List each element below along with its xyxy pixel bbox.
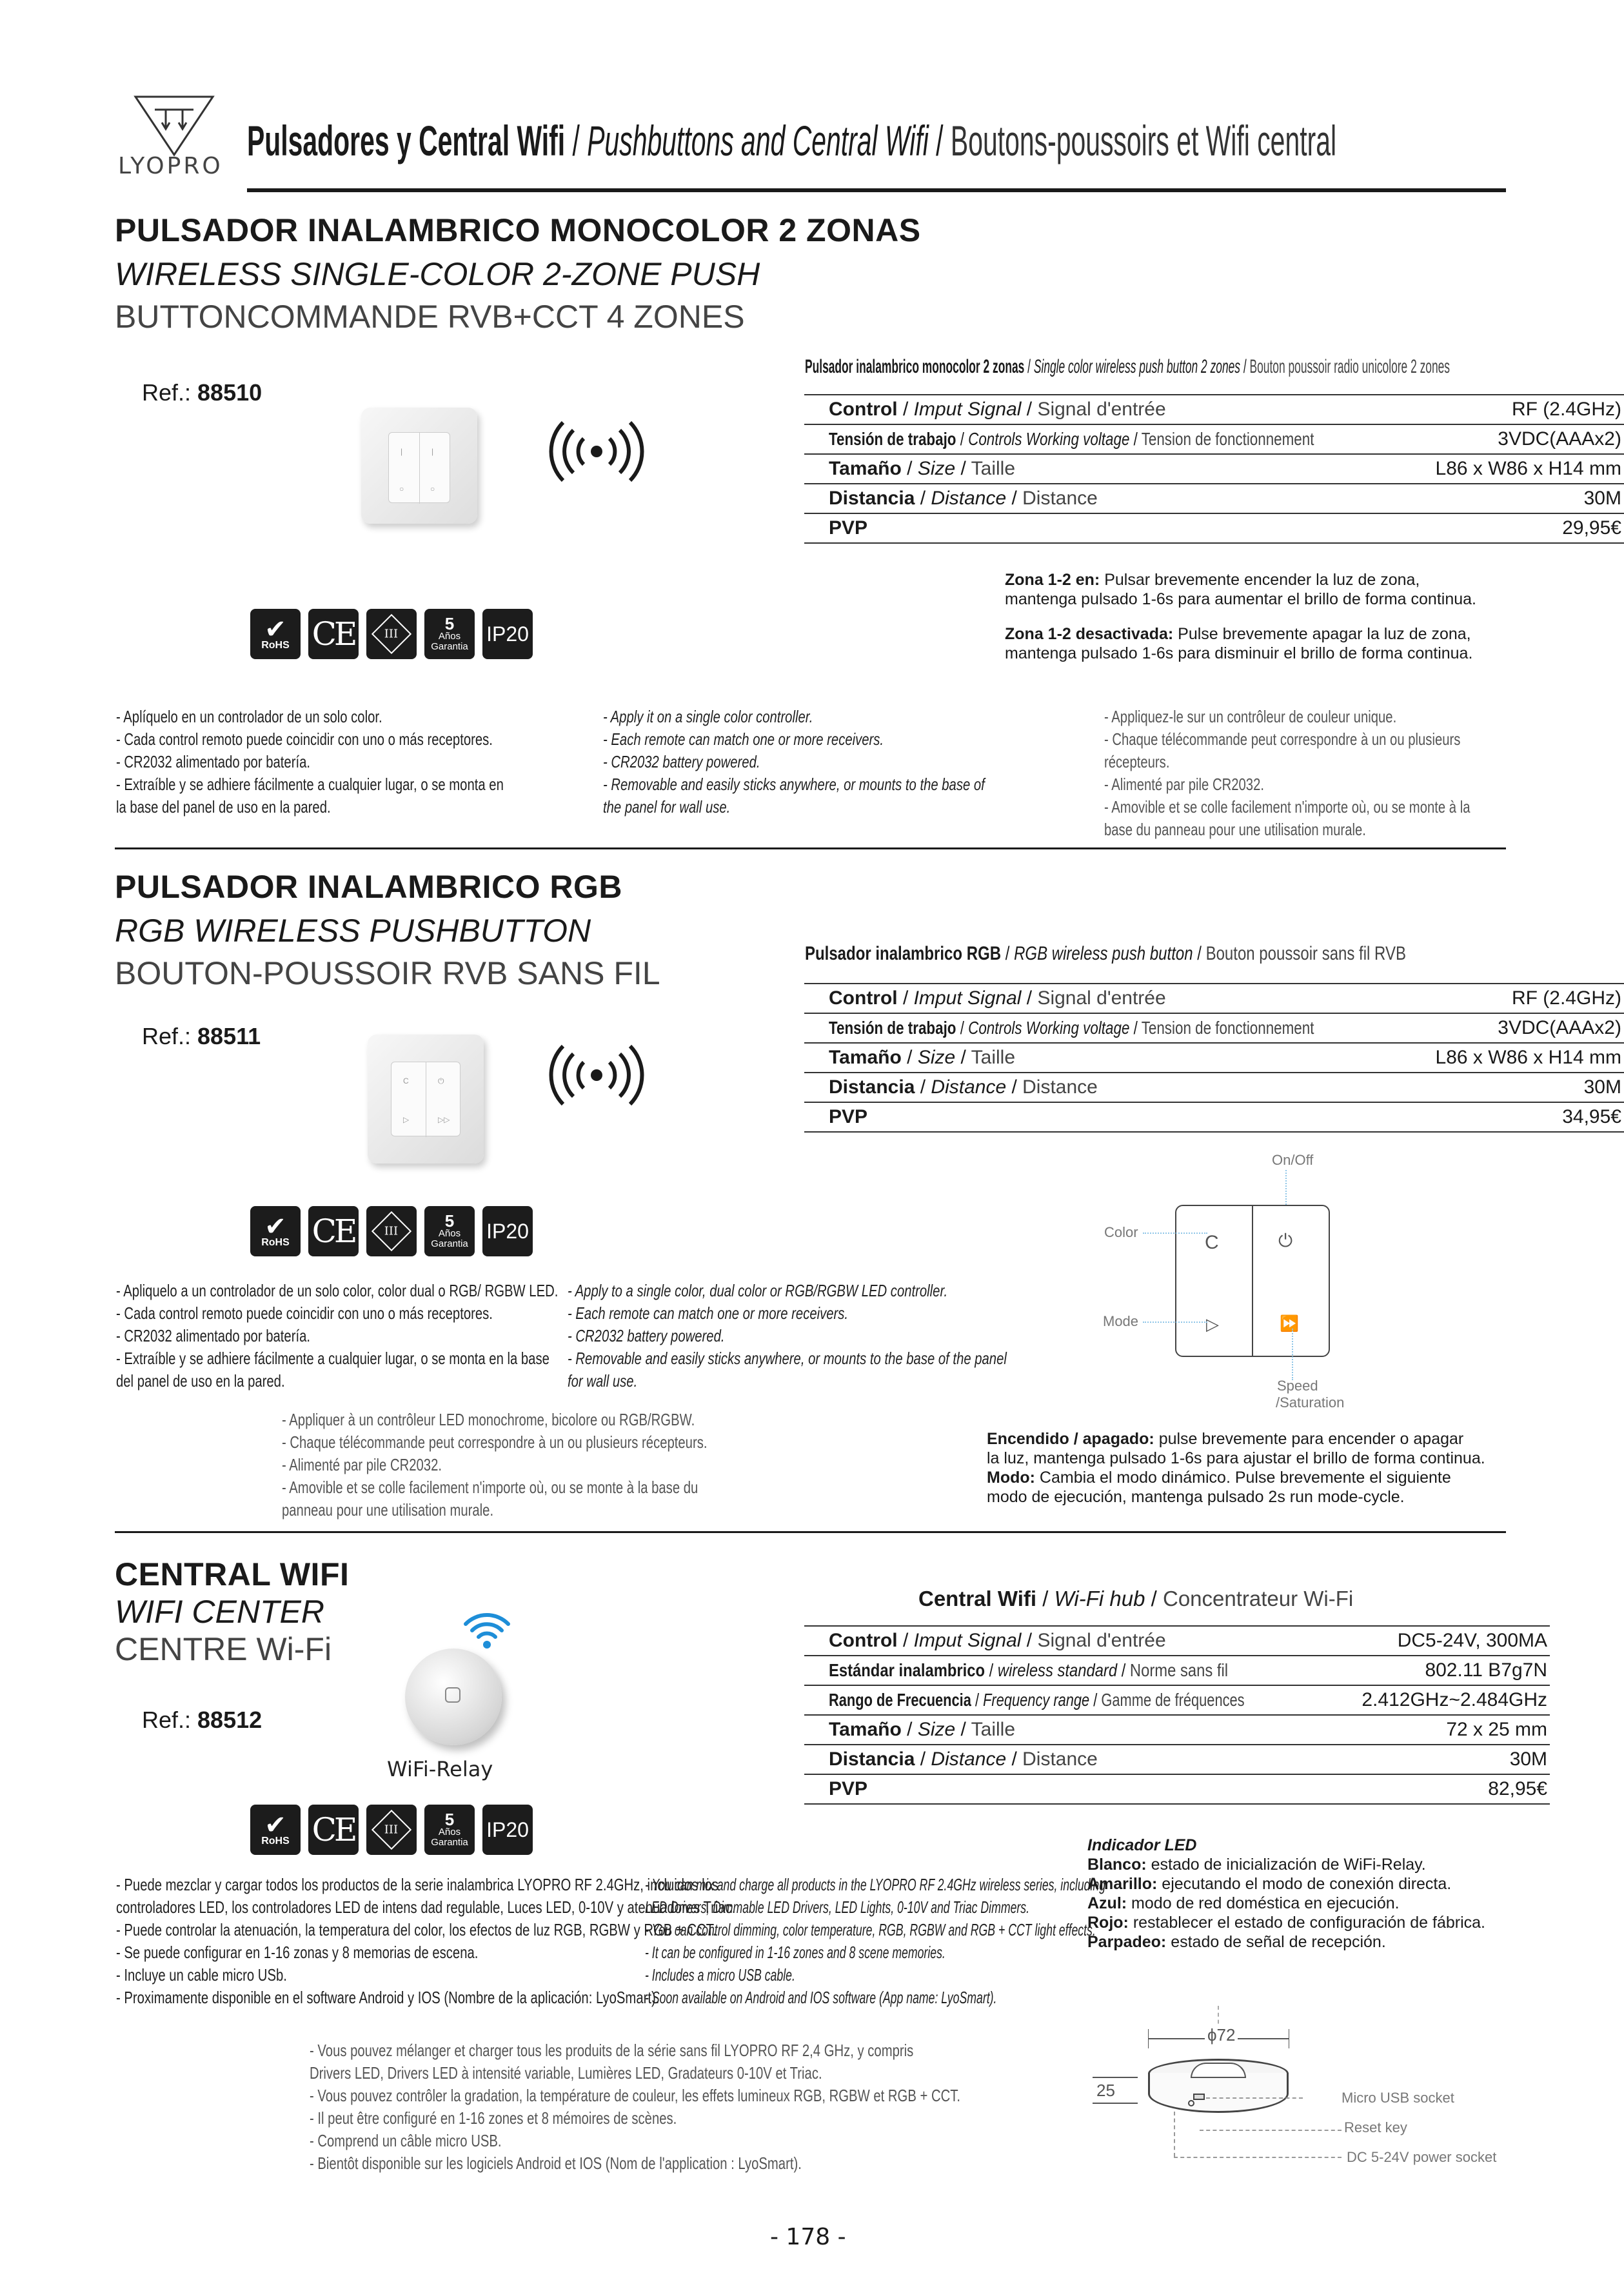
product2-certifications	[250, 1206, 533, 1256]
diagram-label-speed: Speed	[1277, 1378, 1318, 1394]
spec-label: Tamaño / Size / Taille	[829, 1047, 1016, 1068]
spec-row	[804, 984, 1624, 1013]
ip20-badge: IP20	[482, 1805, 533, 1855]
spec-row	[804, 1073, 1624, 1102]
spec-value: 30M	[1583, 1076, 1621, 1098]
product1-image: | | ○ ○	[361, 408, 477, 524]
product2-notes: Encendido / apagado: pulse brevemente para encender o apagar la luz, mantenga pulsado 1-6s para ajustar el brillo de forma continua. Modo: Cambia el modo dinámico. Pulse brevemente el siguiente modo de ejecución, mantenga pulsado 2s run mode-cycle.	[987, 1430, 1485, 1506]
ce-badge: CE	[308, 609, 359, 659]
ip20-badge: IP20	[482, 609, 533, 659]
spec-label: Control / Imput Signal / Signal d'entrée	[829, 987, 1166, 1009]
product3-title-fr: CENTRE Wi-Fi	[115, 1631, 332, 1667]
spec-label: Control / Imput Signal / Signal d'entrée	[829, 399, 1166, 420]
spec-row	[804, 395, 1624, 424]
warranty-badge: 5 Años Garantia	[424, 609, 475, 659]
product3-title-es: CENTRAL WIFI	[115, 1556, 350, 1592]
brand-logo	[113, 94, 235, 184]
ip20-badge: IP20	[482, 1206, 533, 1256]
spec-value: 30M	[1583, 488, 1621, 509]
product2-title-es: PULSADOR INALAMBRICO RGB	[115, 869, 622, 905]
diagram-label-mode: Mode	[1103, 1313, 1139, 1329]
spec-label: PVP	[804, 513, 1436, 543]
led-item: Parpadeo: estado de señal de recepción.	[1087, 1933, 1386, 1951]
product1-bullets-fr: - Appliquez-le sur un contrôleur de couleur unique. - Chaque télécommande peut correspondre à un ou plusieurs récepteurs. - Alimenté par pile CR2032. - Amovible et se colle facilement n'importe où, ou se monte à la base du panneau pour une utilisation murale.	[1104, 707, 1471, 839]
class-iii-badge: III	[366, 1805, 417, 1855]
spec-row	[804, 1715, 1550, 1745]
product1-bullets-en: - Apply it on a single color controller. - Each remote can match one or more receivers. - CR2032 battery powered. - Removable and easily sticks anywhere, or mounts to the base of the panel for wall use.	[603, 707, 985, 817]
slash: /	[1024, 356, 1034, 377]
diagram-label-color: Color	[1104, 1224, 1138, 1240]
logo-mark-icon	[113, 94, 235, 161]
warranty-badge: 5 Años Garantia	[424, 1206, 475, 1256]
spec-label: Distancia / Distance / Distance	[829, 1748, 1098, 1770]
spec-head-en: Single color wireless push button 2 zones	[1033, 356, 1241, 377]
product3-bullets-en: - You can mix and charge all products in the LYOPRO RF 2.4GHz wireless series, including LED Drivers, Dimmable LED Drivers, LED Lights, 0-10V and Triac Dimmers. - You can control dimming, color temperature, RGB, RGBW and RGB + CCT light effects. - It can be configured in 1-16 zones and 8 scene memories. - Includes a micro USB cable. - Soon available on Android and IOS software (App name: LyoSmart).	[645, 1875, 1106, 2007]
header-title-en: Pushbuttons and Central Wifi	[587, 117, 929, 164]
diagram-btn-c: C	[1205, 1232, 1219, 1253]
product3-title-en: WIFI CENTER	[115, 1594, 324, 1630]
product3-caption: WiFi-Relay	[387, 1757, 493, 1781]
logo-text: LYOPRO	[118, 153, 223, 179]
product2-bullets-es: - Apliquelo a un controlador de un solo color, color dual o RGB/ RGBW LED. - Cada control remoto puede coincidir con uno o más receptores. - CR2032 alimentado por batería. - Extraíble y se adhiere fácilmente a cualquier lugar, o se monta en la base del panel de uso en la pared.	[116, 1281, 559, 1391]
class-iii-badge: III	[366, 609, 417, 659]
header-title-es: Pulsadores y Central Wifi	[247, 117, 566, 164]
spec-value: 3VDC(AAAx2)	[1498, 428, 1621, 450]
spec-row	[804, 1013, 1624, 1043]
product1-ref	[142, 379, 262, 406]
spec-value: DC5-24V, 300MA	[1397, 1630, 1548, 1651]
spec-label: Estándar inalambrico / wireless standard / Norme sans fil	[829, 1660, 1229, 1680]
page-number: - 178 -	[770, 2224, 846, 2250]
product1-bullets-es: - Aplíquelo en un controlador de un solo color. - Cada control remoto puede coincidir con uno o más receptores. - CR2032 alimentado por batería. - Extraíble y se adhiere fácilmente a cualquier lugar, o se monta en la base del panel de uso en la pared.	[116, 707, 504, 817]
spec-row	[804, 1043, 1624, 1073]
product1-certifications	[250, 609, 533, 659]
price-value: 34,95€	[1436, 1102, 1624, 1132]
product3-bullets-fr: - Vous pouvez mélanger et charger tous les produits de la série sans fil LYOPRO RF 2,4 GHz, y compris Drivers LED, Drivers LED à intensité variable, Lumières LED, Gradateurs 0-10V et Triac. - Vous pouvez contrôler la gradation, la température de couleur, les effets lumineux RGB, RGBW et RGB + CCT. - Il peut être configuré en 1-16 zones et 8 mémoires de scènes. - Comprend un câble micro USB. - Bientôt disponible sur les logiciels Android et IOS (Nom de l'application : LyoSmart).	[310, 2041, 961, 2173]
label-reset-key: Reset key	[1344, 2119, 1407, 2135]
page-header-title	[247, 116, 1336, 165]
product2-image: C ⏻ ▷ ▷▷	[368, 1035, 484, 1164]
product2-bullets-fr: - Appliquer à un contrôleur LED monochrome, bicolore ou RGB/RGBW. - Chaque télécommande peut correspondre à un ou plusieurs récepteurs. - Alimenté par pile CR2032. - Amovible et se colle facilement n'importe où, ou se monte à la base du panneau pour une utilisation murale.	[282, 1410, 708, 1520]
product3-ref: Ref.: 88512	[142, 1707, 262, 1733]
product1-spec-table	[804, 394, 1624, 544]
rohs-badge: ✔ RoHS	[250, 609, 301, 659]
label-dc-socket: DC 5-24V power socket	[1347, 2149, 1497, 2165]
diagram-label-saturation: /Saturation	[1276, 1394, 1345, 1411]
spec-value: 3VDC(AAAx2)	[1498, 1017, 1621, 1038]
slash: /	[1240, 356, 1250, 377]
spec-head-fr: Bouton poussoir radio unicolore 2 zones	[1249, 356, 1451, 377]
led-item: Blanco: estado de inicialización de WiFi-Relay.	[1087, 1856, 1426, 1874]
spec-label: PVP	[804, 1774, 1362, 1804]
wireless-signal-icon	[551, 419, 642, 484]
product2-title-en: RGB WIRELESS PUSHBUTTON	[115, 913, 591, 949]
spec-value: RF (2.4GHz)	[1511, 987, 1621, 1009]
product3-spec-header: Central Wifi / Wi-Fi hub / Concentrateur Wi-Fi	[918, 1587, 1354, 1610]
header-title-fr: Boutons-poussoirs et Wifi central	[950, 117, 1337, 164]
product3-image	[405, 1649, 502, 1745]
dim-diameter: ϕ72	[1205, 2025, 1238, 2045]
spec-row	[804, 424, 1624, 454]
rohs-badge: ✔ RoHS	[250, 1206, 301, 1256]
product3-led-notes	[1087, 1836, 1485, 1952]
spec-head-es: Pulsador inalambrico monocolor 2 zonas	[805, 356, 1025, 377]
spec-value: 30M	[1509, 1748, 1548, 1770]
product2-button-diagram	[1096, 1148, 1354, 1419]
wifi-icon	[464, 1612, 510, 1651]
spec-row	[804, 1626, 1550, 1656]
class-iii-badge: III	[366, 1206, 417, 1256]
product1-title-es: PULSADOR INALAMBRICO MONOCOLOR 2 ZONAS	[115, 212, 921, 248]
wireless-signal-icon	[551, 1043, 642, 1107]
spec-row-pvp	[804, 1774, 1550, 1804]
spec-value: L86 x W86 x H14 mm	[1435, 1047, 1621, 1068]
spec-row	[804, 1656, 1550, 1685]
spec-label: Distancia / Distance / Distance	[829, 1076, 1098, 1098]
product3-spec-table	[804, 1625, 1550, 1805]
product2-ref: Ref.: 88511	[142, 1023, 261, 1049]
led-item: Azul: modo de red doméstica en ejecución.	[1087, 1894, 1400, 1912]
diagram-label-onoff: On/Off	[1272, 1152, 1314, 1168]
spec-row	[804, 1745, 1550, 1774]
fast-forward-icon: ⏩	[1280, 1315, 1299, 1332]
product1-title-en: WIRELESS SINGLE-COLOR 2-ZONE PUSH	[115, 256, 760, 292]
header-rule	[247, 188, 1506, 192]
product2-title-fr: BOUTON-POUSSOIR RVB SANS FIL	[115, 955, 660, 991]
product1-title-fr: BUTTONCOMMANDE RVB+CCT 4 ZONES	[115, 299, 745, 335]
label-micro-usb: Micro USB socket	[1342, 2090, 1454, 2106]
price-value: 82,95€	[1362, 1774, 1550, 1804]
section-divider	[115, 847, 1506, 849]
spec-value: 802.11 B7g7N	[1425, 1659, 1548, 1681]
power-icon: ⏻	[1278, 1231, 1293, 1251]
spec-row-pvp	[804, 513, 1624, 543]
spec-label: Tamaño / Size / Taille	[829, 458, 1016, 479]
spec-row	[804, 484, 1624, 513]
ce-badge: CE	[308, 1206, 359, 1256]
play-icon: ▷	[1206, 1314, 1219, 1334]
warranty-badge: 5 Años Garantia	[424, 1805, 475, 1855]
spec-value: 2.412GHz~2.484GHz	[1362, 1689, 1548, 1710]
section-divider	[115, 1531, 1506, 1533]
ce-badge: CE	[308, 1805, 359, 1855]
led-item: Amarillo: ejecutando el modo de conexión directa.	[1087, 1875, 1452, 1893]
product2-spec-table	[804, 983, 1624, 1133]
dim-height: 25	[1096, 2081, 1115, 2100]
ref-number: 88510	[197, 379, 262, 406]
header-sep: /	[928, 117, 951, 164]
product3-certifications	[250, 1805, 533, 1855]
spec-label: Rango de Frecuencia / Frequency range / Gamme de fréquences	[829, 1690, 1245, 1710]
product3-bullets-es: - Puede mezclar y cargar todos los productos de la serie inalambrica LYOPRO RF 2.4GHz, incluidos los controladores LED, los controladores LED de intens dad regulable, Luces LED, 0-10V y atenuadores Triac. - Puede controlar la atenuación, la temperatura del color, los efectos de luz RGB, RGBW y RGB + CCT. - Se puede configurar en 1-16 zonas y 8 memorias de escena. - Incluye un cable micro USb. - Proximamente disponible en el software Android y IOS (Nombre de la aplicación: LyoSmart).	[116, 1875, 736, 2007]
spec-value: RF (2.4GHz)	[1511, 399, 1621, 420]
product3-dimension-diagram	[1084, 2006, 1509, 2193]
spec-row	[804, 1685, 1550, 1715]
product2-bullets-en: - Apply to a single color, dual color or RGB/RGBW LED controller. - Each remote can match one or more receivers. - CR2032 battery powered. - Removable and easily sticks anywhere, or mounts to the base of the panel for wall use.	[568, 1281, 1007, 1391]
led-item: Rojo: restablecer el estado de configuración de fábrica.	[1087, 1914, 1485, 1932]
led-title: Indicador LED	[1087, 1836, 1197, 1854]
spec-label: Tamaño / Size / Taille	[829, 1719, 1016, 1740]
product1-notes: Zona 1-2 en: Pulsar brevemente encender la luz de zona, mantenga pulsado 1-6s para aumentar el brillo de forma continua. Zona 1-2 desactivada: Pulse brevemente apagar la luz de zona, mantenga pulsado 1-6s para disminuir el brillo de forma continua.	[1005, 571, 1476, 662]
spec-value: 72 x 25 mm	[1446, 1719, 1548, 1740]
header-sep: /	[565, 117, 588, 164]
spec-label: Tensión de trabajo / Controls Working voltage / Tension de fonctionnement	[829, 429, 1314, 449]
spec-label: Control / Imput Signal / Signal d'entrée	[829, 1630, 1166, 1651]
spec-label: PVP	[804, 1102, 1436, 1132]
ref-label: Ref.:	[142, 379, 198, 406]
spec-label: Distancia / Distance / Distance	[829, 488, 1098, 509]
spec-label: Tensión de trabajo / Controls Working voltage / Tension de fonctionnement	[829, 1018, 1314, 1038]
spec-row	[804, 454, 1624, 484]
rohs-badge: ✔ RoHS	[250, 1805, 301, 1855]
product2-spec-header: Pulsador inalambrico RGB / RGB wireless push button / Bouton poussoir sans fil RVB	[805, 943, 1406, 964]
spec-row-pvp	[804, 1102, 1624, 1132]
price-value: 29,95€	[1436, 513, 1624, 543]
spec-value: L86 x W86 x H14 mm	[1435, 458, 1621, 479]
product1-spec-header	[805, 356, 1450, 378]
